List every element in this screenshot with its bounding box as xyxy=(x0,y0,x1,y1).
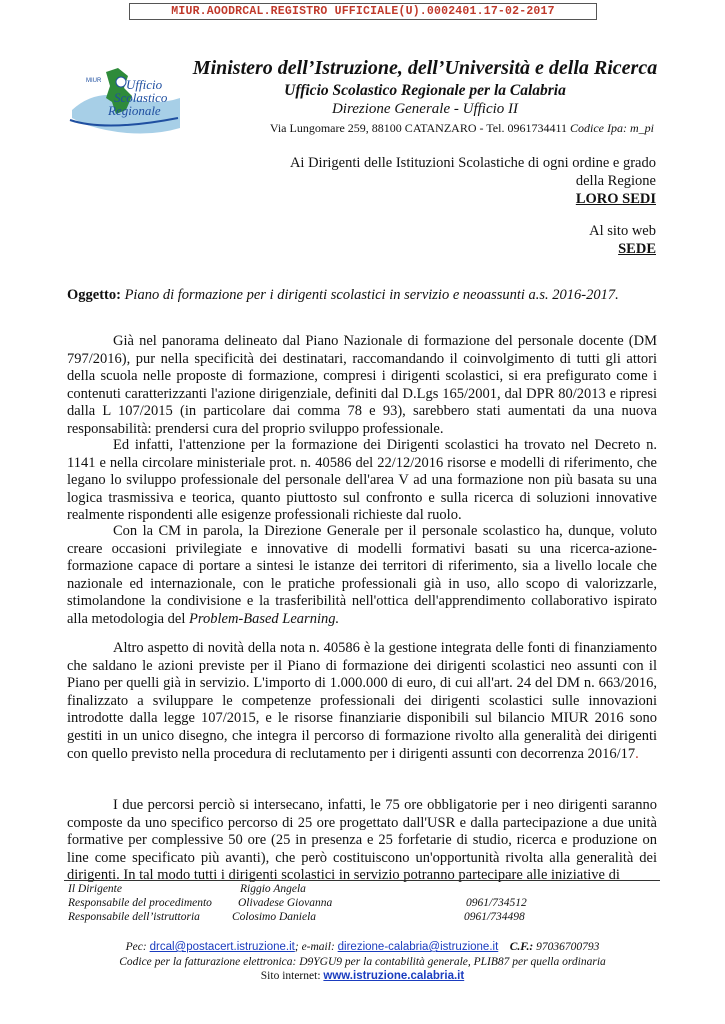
recipients-sede: SEDE xyxy=(618,241,656,257)
responsible-role: Responsabile del procedimento xyxy=(68,896,212,909)
responsible-role: Responsabile dell’istruttoria xyxy=(68,910,200,923)
paragraph-3-text: Con la CM in parola, la Direzione Generale per il personale scolastico ha, dunque, voluto creare occasioni privilegiate e innovative di modelli formativi basati su una ricerca-azione-formazione capace di portare a sintesi le istanze dei territori di riferimento, sia a livello locale che nazionale ed internazionale, con le pratiche professionali già in uso, allo scopo di valorizzarle, stimolandone la condivisione e la trasferibilità nell'ottica dell'apprendimento collaborativo ispirato alla metodologia del xyxy=(67,523,657,627)
address-text: Via Lungomare 259, 88100 CATANZARO - Tel. 0961734411 xyxy=(269,121,571,135)
subject-label: Oggetto: xyxy=(67,287,121,303)
logo-text-ufficio: Ufficio xyxy=(126,77,163,92)
cf-value: 97036700793 xyxy=(533,941,600,953)
office-title: Ufficio Scolastico Regionale per la Calabria xyxy=(284,82,566,99)
paragraph-3 xyxy=(67,523,657,629)
responsible-name: Colosimo Daniela xyxy=(232,910,317,923)
recipients-loro-sedi: LORO SEDI xyxy=(575,191,656,207)
paragraph-5 xyxy=(67,797,657,885)
paragraph-4 xyxy=(67,640,657,763)
cf-label: C.F.: xyxy=(509,941,534,953)
responsible-phone: 0961/734498 xyxy=(464,910,525,923)
responsible-row xyxy=(64,897,660,911)
site-label: Sito internet: xyxy=(260,970,324,982)
pec-label: Pec: xyxy=(125,941,150,953)
subject-text: Piano di formazione per i dirigenti scolastici in servizio e neoassunti a.s. 2016-2017. xyxy=(120,287,619,303)
responsible-row xyxy=(64,911,660,925)
paragraph-2-text: Ed infatti, l'attenzione per la formazione dei Dirigenti scolastici ha trovato nel Decreto n. 1141 e nella circolare ministeriale prot. n. 40586 del 22/12/2016 risorse e modelli di riferimento, che legano lo sviluppo professionale del personale dell'area V ad una formazione non più basata su una logica trasmissiva e teorica, quanto piuttosto sul confronto e sulla ricerca di soluzioni innovative realmente rispondenti alle esigenze professionali richieste dal ruolo. xyxy=(67,437,657,524)
office-address xyxy=(190,121,654,136)
recipients-site: Al sito web xyxy=(589,223,656,239)
footer-contacts xyxy=(0,940,725,955)
ipa-code: Codice Ipa: m_pi xyxy=(570,121,654,135)
responsible-name: Olivadese Giovanna xyxy=(238,896,333,909)
site-link[interactable]: www.istruzione.calabria.it xyxy=(323,970,465,982)
responsibles-table xyxy=(64,880,660,924)
page-footer xyxy=(0,940,725,984)
subject-line xyxy=(67,287,619,304)
paragraph-3-method: Problem-Based Learning. xyxy=(189,610,340,627)
logo-text-scolastico: Scolastico xyxy=(114,90,168,105)
recipients-line-2: della Regione xyxy=(575,173,656,189)
paragraph-4-text: Altro aspetto di novità della nota n. 40586 è la gestione integrata delle fonti di finanziamento che saldano le azioni previste per il Piano di formazione dei dirigenti scolastici neo assunti con il Piano per quelli già in servizio. L'importo di 1.000.000 di euro, di cui all'art. 24 del DM n. 663/2016, finalizzato a sviluppare le competenze professionali dei dirigenti scolastici sulle innovazioni introdotte dalla legge 107/2015, e le risorse finanziarie disponibili sul bilancio MIUR 2016 sono gestiti in un unico disegno, che integra il percorso di formazione rivolto alla generalità dei dirigenti con quello previsto nella procedura di reclutamento per i dirigenti assunti con decorrenza 2016/17 xyxy=(67,640,657,762)
paragraph-4-end: . xyxy=(635,745,639,762)
footer-site xyxy=(0,969,725,984)
paragraph-5-text: I due percorsi perciò si intersecano, infatti, le 75 ore obbligatorie per i neo dirigenti saranno composte da uno specifico percorso di 25 ore progettato dall'USR e dalla partecipazione a due unità formative per complessive 50 ore (25 in presenza e 25 forfetarie di studio, ricerca e produzione on line come specificato più avanti), che però costituiscono un'opportunità rivolta alla generalità dei dirigenti. In tal modo tutti i dirigenti scolastici in servizio potranno partecipare alle iniziative di xyxy=(67,797,657,884)
pec-link[interactable]: drcal@postacert.istruzione.it xyxy=(149,941,295,953)
usr-logo xyxy=(66,58,184,140)
responsible-row xyxy=(64,883,660,897)
paragraph-1 xyxy=(67,333,657,439)
paragraph-1-text: Già nel panorama delineato dal Piano Nazionale di formazione del personale docente (DM 797/2016), pur nella specificità dei destinatari, raccomandando il coinvolgimento di tutti gli attori della scuola nelle proposte di formazione, compresi i dirigenti scolastici, si era prefigurato come i contenuti caratterizzanti l'azione dirigenziale, definiti dal D.Lgs 165/2001, dal DPR 80/2013 e ripresi dalla L 107/2015 (in particolare dai comma 78 e 93), sarebbero stati aumentati da una nuova responsabilità: prendersi cura del proprio sviluppo professionale. xyxy=(67,333,657,437)
direction-title: Direzione Generale - Ufficio II xyxy=(331,101,519,117)
responsible-name: Riggio Angela xyxy=(240,883,306,895)
email-link[interactable]: direzione-calabria@istruzione.it xyxy=(337,941,499,953)
paragraph-2 xyxy=(67,437,657,525)
email-label: ; e-mail: xyxy=(294,941,338,953)
responsible-phone: 0961/734512 xyxy=(466,896,527,909)
responsible-role: Il Dirigente xyxy=(68,883,122,895)
billing-codes: Codice per la fatturazione elettronica: D9YGU9 per la contabilità generale, PLIB87 per quella ordinaria xyxy=(119,955,606,968)
logo-text-regionale: Regionale xyxy=(108,103,161,118)
ministry-title: Ministero dell’Istruzione, dell’Università e della Ricerca xyxy=(192,57,658,79)
logo-text-miur: MIUR xyxy=(86,78,102,84)
protocol-stamp: MIUR.AOODRCAL.REGISTRO UFFICIALE(U).0002401.17-02-2017 xyxy=(129,3,597,20)
recipients-line-1: Ai Dirigenti delle Istituzioni Scolastiche di ogni ordine e grado xyxy=(289,155,656,171)
